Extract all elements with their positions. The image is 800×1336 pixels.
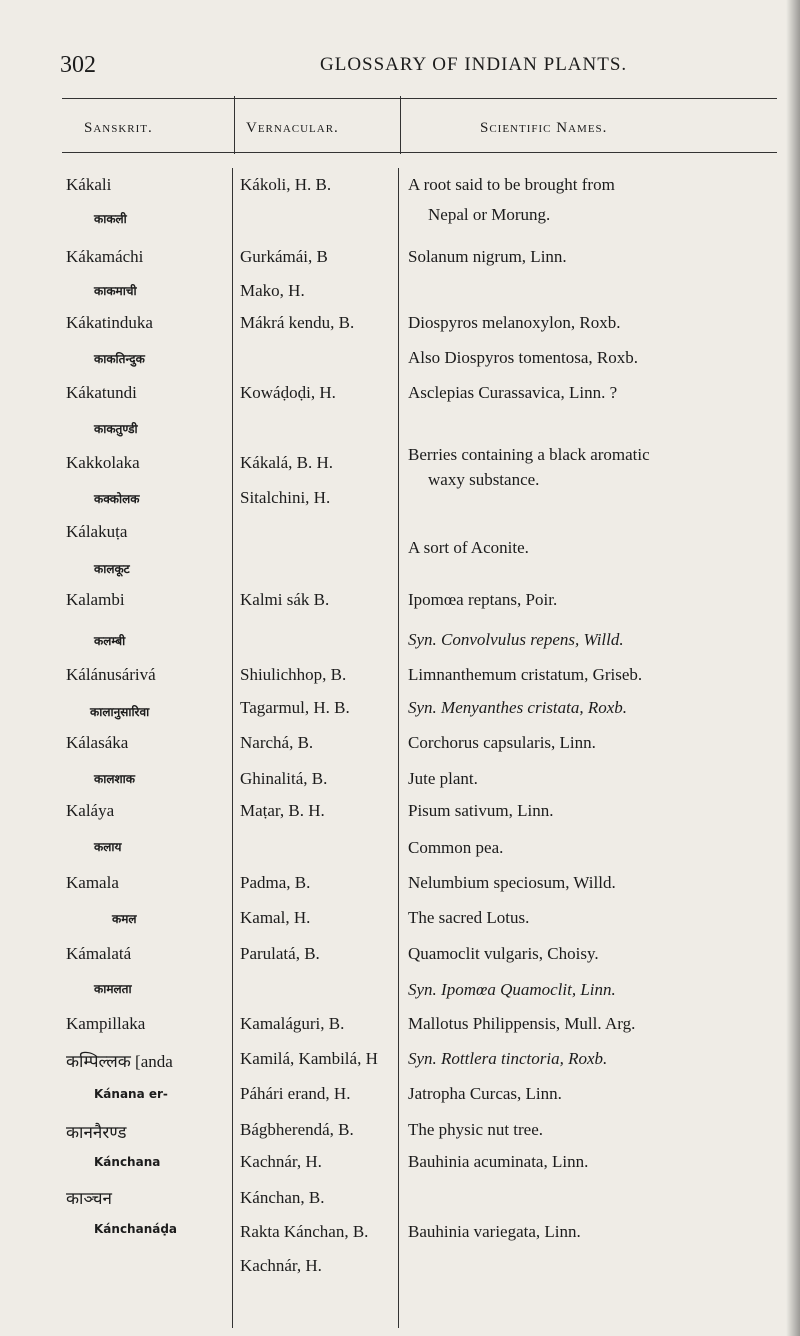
- vernacular-entry: Kowáḍoḍi, H.: [240, 383, 336, 402]
- column-divider-head-2: [400, 96, 401, 154]
- vernacular-entry: Gurkámái, B: [240, 247, 328, 266]
- vernacular-entry: Kachnár, H.: [240, 1152, 322, 1171]
- top-rule: [62, 98, 777, 99]
- vernacular-entry: Padma, B.: [240, 873, 311, 892]
- vernacular-entry: Tagarmul, H. B.: [240, 698, 350, 717]
- scientific-entry: A sort of Aconite.: [408, 538, 529, 557]
- vernacular-entry: Shiulichhop, B.: [240, 665, 347, 684]
- scientific-entry: Pisum sativum, Linn.: [408, 801, 554, 820]
- column-header-vernacular: Vernacular.: [246, 120, 339, 136]
- devanagari-entry: कलम्बी: [94, 634, 126, 648]
- sanskrit-entry: Kákatundi: [66, 383, 137, 402]
- devanagari-entry: कक्कोलक: [94, 492, 140, 506]
- sanskrit-entry: Kaláya: [66, 801, 115, 820]
- scientific-entry: Jatropha Curcas, Linn.: [408, 1084, 562, 1103]
- scientific-entry: Common pea.: [408, 838, 504, 857]
- scientific-entry: Limnanthemum cristatum, Griseb.: [408, 665, 643, 684]
- page-number: 302: [60, 52, 96, 78]
- vernacular-entry: Kachnár, H.: [240, 1256, 322, 1275]
- vernacular-entry: Narchá, B.: [240, 733, 314, 752]
- scientific-entry: A root said to be brought from: [408, 175, 615, 194]
- scientific-entry: The sacred Lotus.: [408, 908, 530, 927]
- sanskrit-entry: Kálakuṭa: [66, 522, 128, 541]
- scientific-entry: Corchorus capsularis, Linn.: [408, 733, 596, 752]
- scientific-entry: Bauhinia variegata, Linn.: [408, 1222, 581, 1241]
- vernacular-entry: Mako, H.: [240, 281, 305, 300]
- sanskrit-entry: काञ्चन: [66, 1189, 112, 1208]
- vernacular-entry: Maṭar, B. H.: [240, 801, 325, 820]
- vernacular-entry: Kalmi sák B.: [240, 590, 330, 609]
- devanagari-entry: Kánana er-: [94, 1087, 168, 1101]
- vernacular-entry: Kamal, H.: [240, 908, 311, 927]
- scientific-entry: Quamoclit vulgaris, Choisy.: [408, 944, 599, 963]
- scientific-entry: waxy substance.: [428, 470, 540, 489]
- scientific-entry: The physic nut tree.: [408, 1120, 544, 1139]
- scientific-entry: Asclepias Curassavica, Linn. ?: [408, 383, 618, 402]
- scientific-entry: Mallotus Philippensis, Mull. Arg.: [408, 1014, 636, 1033]
- devanagari-entry: कालशाक: [94, 772, 135, 786]
- sanskrit-entry: Kámalatá: [66, 944, 132, 963]
- devanagari-entry: Kánchana: [94, 1155, 161, 1169]
- scientific-synonym: Syn. Ipomœa Quamoclit, Linn.: [408, 980, 616, 999]
- header-rule: [62, 152, 777, 153]
- scientific-entry: Jute plant.: [408, 769, 478, 788]
- page-edge-shadow: [786, 0, 800, 1336]
- vernacular-entry: Kákalá, B. H.: [240, 453, 334, 472]
- scientific-entry: Diospyros melanoxylon, Roxb.: [408, 313, 621, 332]
- devanagari-entry: कालानुसारिवा: [90, 705, 150, 719]
- sanskrit-entry: Kamala: [66, 873, 119, 892]
- column-header-scientific: Scientific Names.: [480, 120, 608, 136]
- sanskrit-entry: Kampillaka: [66, 1014, 146, 1033]
- devanagari-entry: कालकूट: [94, 562, 130, 576]
- sanskrit-entry: काननैरण्ड: [66, 1123, 127, 1142]
- scientific-entry: Berries containing a black aromatic: [408, 445, 650, 464]
- vernacular-entry: Bágbherendá, B.: [240, 1120, 354, 1139]
- running-title: GLOSSARY OF INDIAN PLANTS.: [320, 54, 628, 75]
- scientific-entry: Solanum nigrum, Linn.: [408, 247, 567, 266]
- vernacular-entry: Kamaláguri, B.: [240, 1014, 345, 1033]
- vernacular-entry: Kamilá, Kambilá, H: [240, 1049, 378, 1068]
- sanskrit-entry: Kálasáka: [66, 733, 129, 752]
- sanskrit-entry: Kakkolaka: [66, 453, 140, 472]
- page-header: [60, 52, 760, 82]
- devanagari-entry: कलाय: [94, 840, 122, 854]
- devanagari-entry: काकतुण्डी: [94, 422, 138, 436]
- scientific-entry: Nelumbium speciosum, Willd.: [408, 873, 616, 892]
- vernacular-entry: Rakta Kánchan, B.: [240, 1222, 369, 1241]
- sanskrit-entry: कम्पिल्लक [anda: [66, 1052, 173, 1071]
- devanagari-entry: काकली: [94, 212, 127, 226]
- devanagari-entry: कामलता: [94, 982, 132, 996]
- vernacular-entry: Ghinalitá, B.: [240, 769, 328, 788]
- vernacular-entry: Mákrá kendu, B.: [240, 313, 355, 332]
- vernacular-entry: Kákoli, H. B.: [240, 175, 332, 194]
- devanagari-entry: Kánchanáḍa: [94, 1222, 178, 1236]
- scientific-synonym: Syn. Convolvulus repens, Willd.: [408, 630, 624, 649]
- vernacular-entry: Sitalchini, H.: [240, 488, 331, 507]
- column-divider-2: [398, 168, 399, 1328]
- column-divider-1: [232, 168, 233, 1328]
- sanskrit-entry: Kálánusárivá: [66, 665, 156, 684]
- scientific-entry: Ipomœa reptans, Poir.: [408, 590, 558, 609]
- scientific-entry: Nepal or Morung.: [428, 205, 551, 224]
- column-divider-head-1: [234, 96, 235, 154]
- scientific-entry: Also Diospyros tomentosa, Roxb.: [408, 348, 638, 367]
- vernacular-entry: Páhári erand, H.: [240, 1084, 351, 1103]
- column-header-sanskrit: Sanskrit.: [84, 120, 153, 136]
- devanagari-entry: काकतिन्दुक: [94, 352, 145, 366]
- scientific-synonym: Syn. Rottlera tinctoria, Roxb.: [408, 1049, 608, 1068]
- vernacular-entry: Parulatá, B.: [240, 944, 320, 963]
- scientific-entry: Bauhinia acuminata, Linn.: [408, 1152, 589, 1171]
- sanskrit-entry: Kákamáchi: [66, 247, 144, 266]
- vernacular-entry: Kánchan, B.: [240, 1188, 325, 1207]
- sanskrit-entry: Kalambi: [66, 590, 125, 609]
- devanagari-entry: काकमाची: [94, 284, 137, 298]
- sanskrit-entry: Kákali: [66, 175, 112, 194]
- scientific-synonym: Syn. Menyanthes cristata, Roxb.: [408, 698, 628, 717]
- sanskrit-entry: Kákatinduka: [66, 313, 153, 332]
- devanagari-entry: कमल: [112, 912, 137, 926]
